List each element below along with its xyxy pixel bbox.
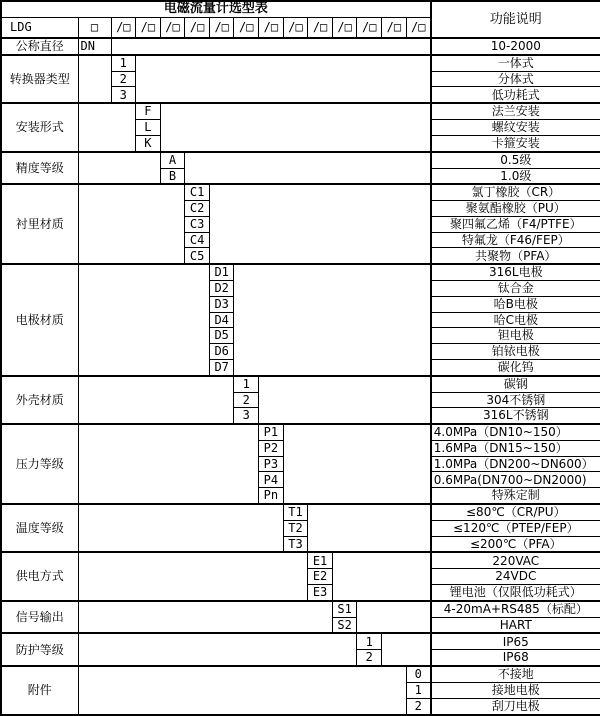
filler-right-signal-output [357,601,431,634]
model-slot-box-13: /□ [406,17,431,38]
accuracy-class-function-2: 1.0级 [431,168,600,184]
accessories-code-2: 1 [406,682,431,698]
filler-right-lining-material [209,184,430,264]
category-label-protection-rating: 防护等级 [1,633,78,666]
power-supply-code-2: E2 [308,569,333,585]
pressure-rating-code-5: Pn [259,488,284,504]
model-slot-box-1: /□ [111,17,136,38]
signal-output-function-2: HART [431,617,600,633]
installation-type-function-2: 螺纹安装 [431,120,600,136]
temperature-rating-function-3: ≤200℃（PFA） [431,536,600,552]
model-slot-box-3: /□ [160,17,185,38]
electrode-material-function-7: 碳化钨 [431,359,600,375]
power-supply-code-3: E3 [308,584,333,600]
electrode-material-code-3: D3 [209,296,234,312]
housing-material-function-1: 碳钢 [431,376,600,392]
housing-material-code-3: 3 [234,408,259,424]
filler-left-electrode-material [78,264,209,375]
temperature-rating-code-2: T2 [283,520,308,536]
power-supply-function-2: 24VDC [431,569,600,585]
model-slot-box-6: /□ [234,17,259,38]
installation-type-code-2: L [136,120,161,136]
pressure-rating-code-3: P3 [259,456,284,472]
function-column-header: 功能说明 [431,1,600,38]
electrode-material-code-7: D7 [209,359,234,375]
filler-left-housing-material [78,376,234,424]
model-first-box: □ [78,17,111,38]
power-supply-function-1: 220VAC [431,552,600,568]
lining-material-code-4: C4 [185,232,210,248]
signal-output-code-1: S1 [332,601,357,617]
filler-left-power-supply [78,552,308,600]
pressure-rating-code-2: P2 [259,440,284,456]
category-label-converter-type: 转换器类型 [1,55,78,103]
filler-right-protection-rating [382,633,431,666]
temperature-rating-function-1: ≤80℃（CR/PU） [431,504,600,520]
lining-material-code-5: C5 [185,248,210,264]
model-slot-box-12: /□ [382,17,407,38]
filler-left-converter-type [78,55,111,103]
accuracy-class-code-1: A [160,152,185,168]
filler-right-power-supply [332,552,430,600]
pressure-rating-function-2: 1.6MPa（DN15~150） [431,440,600,456]
electrode-material-function-2: 钛合金 [431,281,600,297]
category-label-nominal-diameter: 公称直径 [1,38,78,55]
converter-type-function-3: 低功耗式 [431,87,600,103]
filler-left-pressure-rating [78,424,259,504]
category-label-accessories: 附件 [1,666,78,715]
model-slot-box-5: /□ [209,17,234,38]
electrode-material-function-1: 316L电极 [431,264,600,280]
temperature-rating-code-1: T1 [283,504,308,520]
temperature-rating-code-3: T3 [283,536,308,552]
accessories-function-2: 接地电极 [431,682,600,698]
accessories-code-1: 0 [406,666,431,682]
model-slot-box-10: /□ [332,17,357,38]
lining-material-function-5: 共聚物（PFA） [431,248,600,264]
converter-type-function-2: 分体式 [431,71,600,87]
filler-left-signal-output [78,601,332,634]
category-label-housing-material: 外壳材质 [1,376,78,424]
accessories-code-3: 2 [406,698,431,715]
housing-material-code-1: 1 [234,376,259,392]
lining-material-code-3: C3 [185,216,210,232]
converter-type-code-1: 1 [111,55,136,71]
electrode-material-function-3: 哈B电极 [431,296,600,312]
category-label-installation-type: 安装形式 [1,103,78,151]
filler-left-temperature-rating [78,504,283,552]
accessories-function-1: 不接地 [431,666,600,682]
lining-material-function-3: 聚四氟乙烯（F4/PTFE） [431,216,600,232]
converter-type-function-1: 一体式 [431,55,600,71]
temperature-rating-function-2: ≤120℃（PTEP/FEP） [431,520,600,536]
filler-right-electrode-material [234,264,431,375]
category-label-signal-output: 信号输出 [1,601,78,634]
installation-type-function-3: 卡箍安装 [431,135,600,151]
filler-right-housing-material [259,376,431,424]
accuracy-class-function-1: 0.5级 [431,152,600,168]
filler-left-protection-rating [78,633,357,666]
filler-left-lining-material [78,184,185,264]
category-label-power-supply: 供电方式 [1,552,78,600]
filler-right-converter-type [136,55,431,103]
converter-type-code-3: 3 [111,87,136,103]
power-supply-code-1: E1 [308,552,333,568]
selection-table-body [1,1,600,715]
electrode-material-function-6: 铂铱电极 [431,344,600,360]
accuracy-class-code-2: B [160,168,185,184]
protection-rating-code-2: 2 [357,650,382,666]
electrode-material-code-2: D2 [209,281,234,297]
category-label-pressure-rating: 压力等级 [1,424,78,504]
signal-output-code-2: S2 [332,617,357,633]
protection-rating-code-1: 1 [357,633,382,649]
model-slot-box-8: /□ [283,17,308,38]
lining-material-code-2: C2 [185,201,210,217]
category-label-temperature-rating: 温度等级 [1,504,78,552]
model-slot-box-9: /□ [308,17,333,38]
lining-material-function-2: 聚氨酯橡胶（PU） [431,201,600,217]
model-slot-box-7: /□ [259,17,284,38]
pressure-rating-function-1: 4.0MPa（DN10~150） [431,424,600,440]
filler-left-installation-type [78,103,136,151]
electrode-material-code-6: D6 [209,344,234,360]
category-label-lining-material: 衬里材质 [1,184,78,264]
lining-material-function-1: 氯丁橡胶（CR） [431,184,600,200]
electrode-material-code-4: D4 [209,312,234,328]
pressure-rating-code-4: P4 [259,472,284,488]
category-label-accuracy-class: 精度等级 [1,152,78,185]
converter-type-code-2: 2 [111,71,136,87]
protection-rating-function-1: IP65 [431,633,600,649]
electrode-material-function-5: 钽电极 [431,328,600,344]
installation-type-code-3: K [136,135,161,151]
model-slot-box-11: /□ [357,17,382,38]
nominal-diameter-code-1: DN [78,38,111,55]
pressure-rating-code-1: P1 [259,424,284,440]
filler-right-nominal-diameter [111,38,431,55]
filler-right-pressure-rating [283,424,431,504]
accessories-function-3: 刮刀电极 [431,698,600,715]
lining-material-function-4: 特氟龙（F46/FEP） [431,232,600,248]
signal-output-function-1: 4-20mA+RS485（标配） [431,601,600,617]
housing-material-function-3: 316L不锈钢 [431,408,600,424]
installation-type-function-1: 法兰安装 [431,103,600,119]
housing-material-code-2: 2 [234,392,259,408]
category-label-electrode-material: 电极材质 [1,264,78,375]
model-slot-box-4: /□ [185,17,210,38]
lining-material-code-1: C1 [185,184,210,200]
electrode-material-function-4: 哈C电极 [431,312,600,328]
pressure-rating-function-5: 特殊定制 [431,488,600,504]
installation-type-code-1: F [136,103,161,119]
filler-left-accessories [78,666,406,715]
model-prefix: LDG [1,17,78,38]
pressure-rating-function-4: 0.6MPa(DN700~DN2000) [431,472,600,488]
model-slot-box-2: /□ [136,17,161,38]
protection-rating-function-2: IP68 [431,650,600,666]
filler-right-installation-type [160,103,431,151]
electrode-material-code-1: D1 [209,264,234,280]
filler-left-accuracy-class [78,152,160,185]
filler-right-temperature-rating [308,504,431,552]
nominal-diameter-function-1: 10-2000 [431,38,600,55]
pressure-rating-function-3: 1.0MPa（DN200~DN600） [431,456,600,472]
electrode-material-code-5: D5 [209,328,234,344]
table-title: 电磁流量计选型表 [1,1,431,17]
housing-material-function-2: 304不锈钢 [431,392,600,408]
power-supply-function-3: 锂电池（仅限低功耗式） [431,584,600,600]
filler-right-accuracy-class [185,152,431,185]
